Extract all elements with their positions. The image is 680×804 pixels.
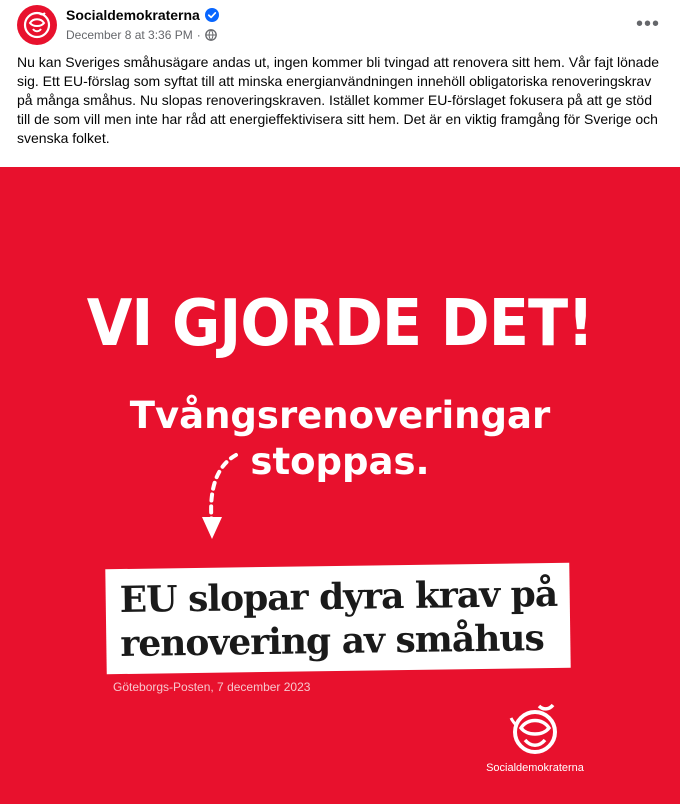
brand-logo	[480, 700, 590, 790]
post-timestamp[interactable]: December 8 at 3:36 PM	[66, 28, 193, 42]
page-name[interactable]: Socialdemokraterna	[66, 7, 200, 23]
subhead-line-2: stoppas.	[250, 440, 430, 483]
brand-logo-label: Socialdemokraterna	[486, 762, 584, 774]
more-options-button[interactable]	[634, 12, 662, 36]
rose-logo-icon	[503, 700, 567, 758]
clipping-line-1: EU slopar dyra krav på	[119, 572, 558, 621]
more-options-icon: •••	[635, 12, 660, 35]
subhead-line-1: Tvångsrenoveringar	[129, 394, 551, 437]
globe-icon[interactable]	[205, 29, 217, 41]
image-subhead	[0, 393, 680, 485]
meta-separator: ·	[196, 28, 201, 42]
dashed-arrow-icon	[190, 447, 250, 547]
post-header	[0, 0, 680, 52]
clipping-line-2: renovering av småhus	[120, 616, 545, 665]
image-headline: VI GJORDE DET!	[86, 287, 594, 361]
clipping-source: Göteborgs-Posten, 7 december 2023	[113, 680, 311, 694]
post-meta	[66, 28, 217, 42]
post-text: Nu kan Sveriges småhusägare andas ut, ingen kommer bli tvingad att renovera sitt hem. Vår fajt lönade sig. Ett EU-förslag som syftat till att minska energianvändningen innehöll obligatoriska renoveringskrav på många småhus. Nu slopas renoveringskraven. Istället kommer EU-förslaget fokusera på att ge stöd till de som vill men inte har råd att energieffektivisera sitt hem. Det är en viktig framgång för Sverige och svenska folket.	[17, 54, 660, 146]
page-avatar[interactable]	[17, 5, 57, 45]
post-image[interactable]	[0, 167, 680, 804]
newspaper-clipping	[105, 563, 570, 674]
page-name-row	[66, 7, 219, 23]
rose-logo-icon	[21, 9, 53, 41]
verified-badge-icon	[205, 8, 219, 22]
